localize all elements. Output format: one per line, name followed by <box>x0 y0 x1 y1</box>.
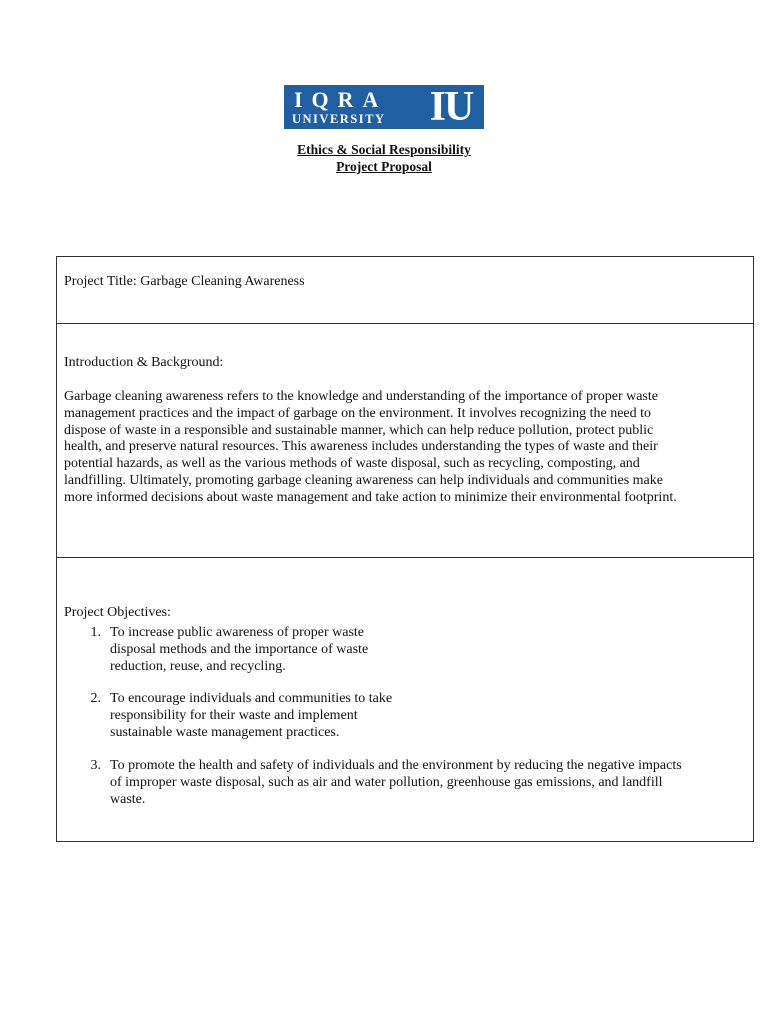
introduction-line: dispose of waste in a responsible and sustainable manner, which can help reduce pollution, protect public <box>64 422 654 438</box>
objective-line: disposal methods and the importance of waste <box>110 641 369 657</box>
introduction-line: management practices and the impact of garbage on the environment. It involves recognizing the need to <box>64 405 652 421</box>
logo-word: IQRA <box>294 87 388 112</box>
introduction-line: potential hazards, as well as the various methods of waste disposal, such as recycling, composting, and <box>64 456 640 472</box>
objectives-heading: Project Objectives: <box>64 605 171 620</box>
introduction-cell <box>57 324 753 558</box>
introduction-line: health, and preserve natural resources. This awareness includes understanding the types of waste and their <box>64 439 658 455</box>
objective-number: 1. <box>90 625 101 640</box>
logo-subword: UNIVERSITY <box>292 112 386 126</box>
project-title: Project Title: Garbage Cleaning Awareness <box>64 274 305 289</box>
objective-line: waste. <box>110 791 146 807</box>
objective-line: responsibility for their waste and implement <box>110 707 358 723</box>
course-title: Ethics & Social Responsibility <box>297 142 471 157</box>
proposal-table <box>56 256 754 842</box>
introduction-body <box>64 389 750 507</box>
objective-line: To encourage individuals and communities to take <box>110 691 393 706</box>
objective-line: sustainable waste management practices. <box>110 724 340 740</box>
project-title-cell <box>57 257 753 324</box>
university-logo <box>284 85 484 129</box>
objectives-cell <box>57 558 753 841</box>
objective-line: To increase public awareness of proper waste <box>110 625 365 640</box>
logo-mark: IU <box>429 84 473 130</box>
introduction-heading: Introduction & Background: <box>64 355 224 370</box>
objective-number: 2. <box>90 691 101 706</box>
document-type: Project Proposal <box>336 159 432 174</box>
introduction-line: more informed decisions about waste management and take action to minimize their environmental footprint. <box>64 489 677 505</box>
introduction-line: landfilling. Ultimately, promoting garbage cleaning awareness can help individuals and communities make <box>64 472 663 488</box>
objective-line: reduction, reuse, and recycling. <box>110 658 286 674</box>
objective-number: 3. <box>90 758 101 773</box>
introduction-line: Garbage cleaning awareness refers to the knowledge and understanding of the importance of proper waste <box>64 389 658 404</box>
objective-line: of improper waste disposal, such as air and water pollution, greenhouse gas emissions, and landfill <box>110 774 663 790</box>
objective-line: To promote the health and safety of individuals and the environment by reducing the negative impacts <box>110 758 682 773</box>
